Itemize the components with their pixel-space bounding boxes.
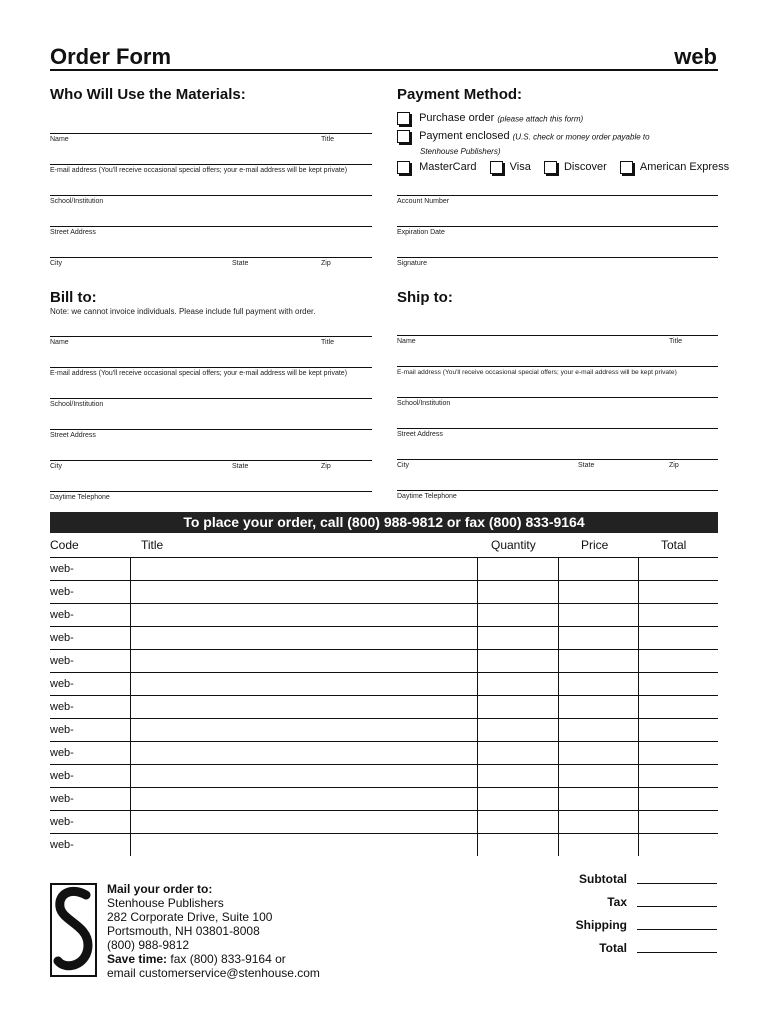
row-title-cell[interactable] (130, 581, 477, 604)
purchase-order-option[interactable] (397, 112, 583, 125)
bill-school-field[interactable] (50, 398, 372, 399)
col-code: Code (50, 538, 79, 552)
row-price-cell[interactable] (558, 765, 638, 788)
total-field[interactable] (637, 952, 717, 953)
row-quantity-cell[interactable] (477, 765, 558, 788)
mastercard-label: MasterCard (419, 161, 477, 174)
row-code: web- (50, 788, 130, 811)
mail-line-2: 282 Corporate Drive, Suite 100 (107, 910, 273, 924)
row-title-cell[interactable] (130, 650, 477, 673)
order-banner: To place your order, call (800) 988-9812 or fax (800) 833-9164 (50, 512, 718, 533)
account-number-field[interactable] (397, 195, 718, 196)
row-price-cell[interactable] (558, 650, 638, 673)
who-city-field[interactable] (50, 257, 372, 258)
row-code: web- (50, 627, 130, 650)
row-title-cell[interactable] (130, 604, 477, 627)
who-street-field[interactable] (50, 226, 372, 227)
row-code: web- (50, 558, 130, 581)
row-total-cell[interactable] (638, 673, 718, 696)
row-quantity-cell[interactable] (477, 581, 558, 604)
row-total-cell[interactable] (638, 834, 718, 857)
row-title-cell[interactable] (130, 627, 477, 650)
row-total-cell[interactable] (638, 811, 718, 834)
table-row (50, 788, 718, 811)
bill-phone-field[interactable] (50, 491, 372, 492)
row-price-cell[interactable] (558, 581, 638, 604)
row-quantity-cell[interactable] (477, 558, 558, 581)
row-title-cell[interactable] (130, 719, 477, 742)
row-quantity-cell[interactable] (477, 788, 558, 811)
ship-street-label: Street Address (397, 431, 443, 438)
form-code: web (674, 44, 717, 69)
who-state-label: State (232, 260, 249, 267)
ship-zip-label: Zip (669, 462, 679, 469)
bill-email-field[interactable] (50, 367, 372, 368)
bill-heading: Bill to: (50, 289, 97, 306)
table-row (50, 581, 718, 604)
row-title-cell[interactable] (130, 558, 477, 581)
mail-line-3: Portsmouth, NH 03801-8008 (107, 924, 260, 938)
ship-state-label: State (578, 462, 595, 469)
signature-field[interactable] (397, 257, 718, 258)
bill-name-field[interactable] (50, 336, 372, 337)
col-price: Price (581, 538, 609, 552)
bill-phone-label: Daytime Telephone (50, 494, 110, 501)
bill-title-label: Title (321, 339, 334, 346)
row-total-cell[interactable] (638, 558, 718, 581)
bill-zip-label: Zip (321, 463, 331, 470)
ship-phone-field[interactable] (397, 490, 718, 491)
row-price-cell[interactable] (558, 696, 638, 719)
card-options (397, 161, 729, 174)
ship-name-label: Name (397, 338, 416, 345)
ship-phone-label: Daytime Telephone (397, 493, 457, 500)
mailing-info (107, 882, 320, 980)
expiration-date-label: Expiration Date (397, 229, 445, 236)
row-quantity-cell[interactable] (477, 834, 558, 857)
row-quantity-cell[interactable] (477, 604, 558, 627)
who-street-label: Street Address (50, 229, 96, 236)
mail-heading: Mail your order to: (107, 882, 213, 896)
row-code: web- (50, 673, 130, 696)
signature-label: Signature (397, 260, 427, 267)
row-price-cell[interactable] (558, 788, 638, 811)
table-row (50, 558, 718, 581)
save-time-label: Save time: (107, 952, 168, 966)
amex-checkbox[interactable] (620, 161, 633, 174)
table-row (50, 811, 718, 834)
row-code: web- (50, 811, 130, 834)
row-title-cell[interactable] (130, 696, 477, 719)
row-quantity-cell[interactable] (477, 673, 558, 696)
who-title-label: Title (321, 136, 334, 143)
ship-school-label: School/Institution (397, 400, 451, 407)
bill-city-field[interactable] (50, 460, 372, 461)
mail-line-4: (800) 988-9812 (107, 938, 190, 952)
bill-city-label: City (50, 463, 63, 470)
row-price-cell[interactable] (558, 627, 638, 650)
col-title: Title (141, 538, 164, 552)
row-quantity-cell[interactable] (477, 742, 558, 765)
who-email-field[interactable] (50, 164, 372, 165)
purchase-order-label: Purchase order (419, 112, 495, 125)
row-price-cell[interactable] (558, 719, 638, 742)
row-code: web- (50, 650, 130, 673)
row-total-cell[interactable] (638, 627, 718, 650)
tax-field[interactable] (637, 906, 717, 907)
row-price-cell[interactable] (558, 834, 638, 857)
table-row (50, 742, 718, 765)
col-total: Total (661, 538, 687, 552)
row-title-cell[interactable] (130, 742, 477, 765)
who-email-label: E-mail address (You'll receive occasional special offers; your e-mail address will be kept private) (50, 167, 348, 174)
payment-enclosed-option[interactable] (397, 130, 650, 143)
row-price-cell[interactable] (558, 558, 638, 581)
expiration-date-field[interactable] (397, 226, 718, 227)
row-title-cell[interactable] (130, 788, 477, 811)
subtotal-field[interactable] (637, 883, 717, 884)
who-school-field[interactable] (50, 195, 372, 196)
who-zip-label: Zip (321, 260, 331, 267)
tax-label: Tax (607, 895, 627, 909)
who-heading: Who Will Use the Materials: (50, 86, 246, 103)
ship-city-field[interactable] (397, 459, 718, 460)
bill-name-label: Name (50, 339, 69, 346)
bill-school-label: School/Institution (50, 401, 104, 408)
order-items-table (50, 557, 718, 856)
ship-city-label: City (397, 462, 410, 469)
header-rule (50, 69, 718, 71)
row-code: web- (50, 581, 130, 604)
mail-line-6: email customerservice@stenhouse.com (107, 966, 320, 980)
bill-street-label: Street Address (50, 432, 96, 439)
row-title-cell[interactable] (130, 811, 477, 834)
visa-label: Visa (509, 161, 531, 174)
ship-title-label: Title (669, 338, 682, 345)
row-total-cell[interactable] (638, 719, 718, 742)
total-label: Total (599, 941, 627, 955)
payment-enclosed-note: (U.S. check or money order payable to (512, 132, 650, 142)
row-title-cell[interactable] (130, 673, 477, 696)
ship-email-field[interactable] (397, 366, 718, 367)
row-total-cell[interactable] (638, 788, 718, 811)
bill-email-label: E-mail address (You'll receive occasional special offers; your e-mail address will be kept private) (50, 370, 348, 377)
mail-line-1: Stenhouse Publishers (107, 896, 224, 910)
ship-email-label: E-mail address (You'll receive occasional special offers; your e-mail address will be kept private) (397, 369, 677, 376)
payment-heading: Payment Method: (397, 86, 523, 103)
row-title-cell[interactable] (130, 765, 477, 788)
visa-checkbox[interactable] (490, 161, 503, 174)
row-total-cell[interactable] (638, 604, 718, 627)
payment-enclosed-label: Payment enclosed (419, 130, 510, 143)
who-city-label: City (50, 260, 63, 267)
row-total-cell[interactable] (638, 696, 718, 719)
mastercard-checkbox[interactable] (397, 161, 410, 174)
row-price-cell[interactable] (558, 811, 638, 834)
row-price-cell[interactable] (558, 604, 638, 627)
table-row (50, 834, 718, 857)
row-quantity-cell[interactable] (477, 650, 558, 673)
purchase-order-checkbox[interactable] (397, 112, 410, 125)
stenhouse-logo (50, 883, 97, 977)
ship-school-field[interactable] (397, 397, 718, 398)
table-row (50, 765, 718, 788)
row-quantity-cell[interactable] (477, 627, 558, 650)
row-total-cell[interactable] (638, 742, 718, 765)
row-code: web- (50, 742, 130, 765)
row-code: web- (50, 765, 130, 788)
table-row (50, 673, 718, 696)
bill-street-field[interactable] (50, 429, 372, 430)
purchase-order-note: (please attach this form) (497, 114, 584, 124)
discover-checkbox[interactable] (544, 161, 557, 174)
row-total-cell[interactable] (638, 765, 718, 788)
row-total-cell[interactable] (638, 581, 718, 604)
shipping-label: Shipping (575, 918, 627, 932)
row-quantity-cell[interactable] (477, 811, 558, 834)
row-total-cell[interactable] (638, 650, 718, 673)
table-row (50, 650, 718, 673)
subtotal-label: Subtotal (579, 872, 627, 886)
bill-state-label: State (232, 463, 249, 470)
bill-note: Note: we cannot invoice individuals. Please include full payment with order. (50, 307, 316, 316)
payment-enclosed-checkbox[interactable] (397, 130, 410, 143)
ship-name-field[interactable] (397, 335, 718, 336)
payment-enclosed-note-2: Stenhouse Publishers) (420, 147, 501, 156)
col-quantity: Quantity (491, 538, 536, 552)
row-price-cell[interactable] (558, 742, 638, 765)
row-code: web- (50, 719, 130, 742)
save-time-text: fax (800) 833-9164 or (167, 952, 286, 966)
row-code: web- (50, 696, 130, 719)
ship-street-field[interactable] (397, 428, 718, 429)
table-row (50, 719, 718, 742)
who-school-label: School/Institution (50, 198, 104, 205)
row-code: web- (50, 604, 130, 627)
row-quantity-cell[interactable] (477, 696, 558, 719)
page-title: Order Form (50, 44, 172, 69)
discover-label: Discover (563, 161, 607, 174)
row-code: web- (50, 834, 130, 857)
who-name-field[interactable] (50, 133, 372, 134)
account-number-label: Account Number (397, 198, 450, 205)
table-row (50, 627, 718, 650)
ship-heading: Ship to: (397, 289, 453, 306)
row-price-cell[interactable] (558, 673, 638, 696)
row-quantity-cell[interactable] (477, 719, 558, 742)
row-title-cell[interactable] (130, 834, 477, 857)
table-row (50, 604, 718, 627)
who-name-label: Name (50, 136, 69, 143)
table-row (50, 696, 718, 719)
amex-label: American Express (639, 161, 730, 174)
shipping-field[interactable] (637, 929, 717, 930)
